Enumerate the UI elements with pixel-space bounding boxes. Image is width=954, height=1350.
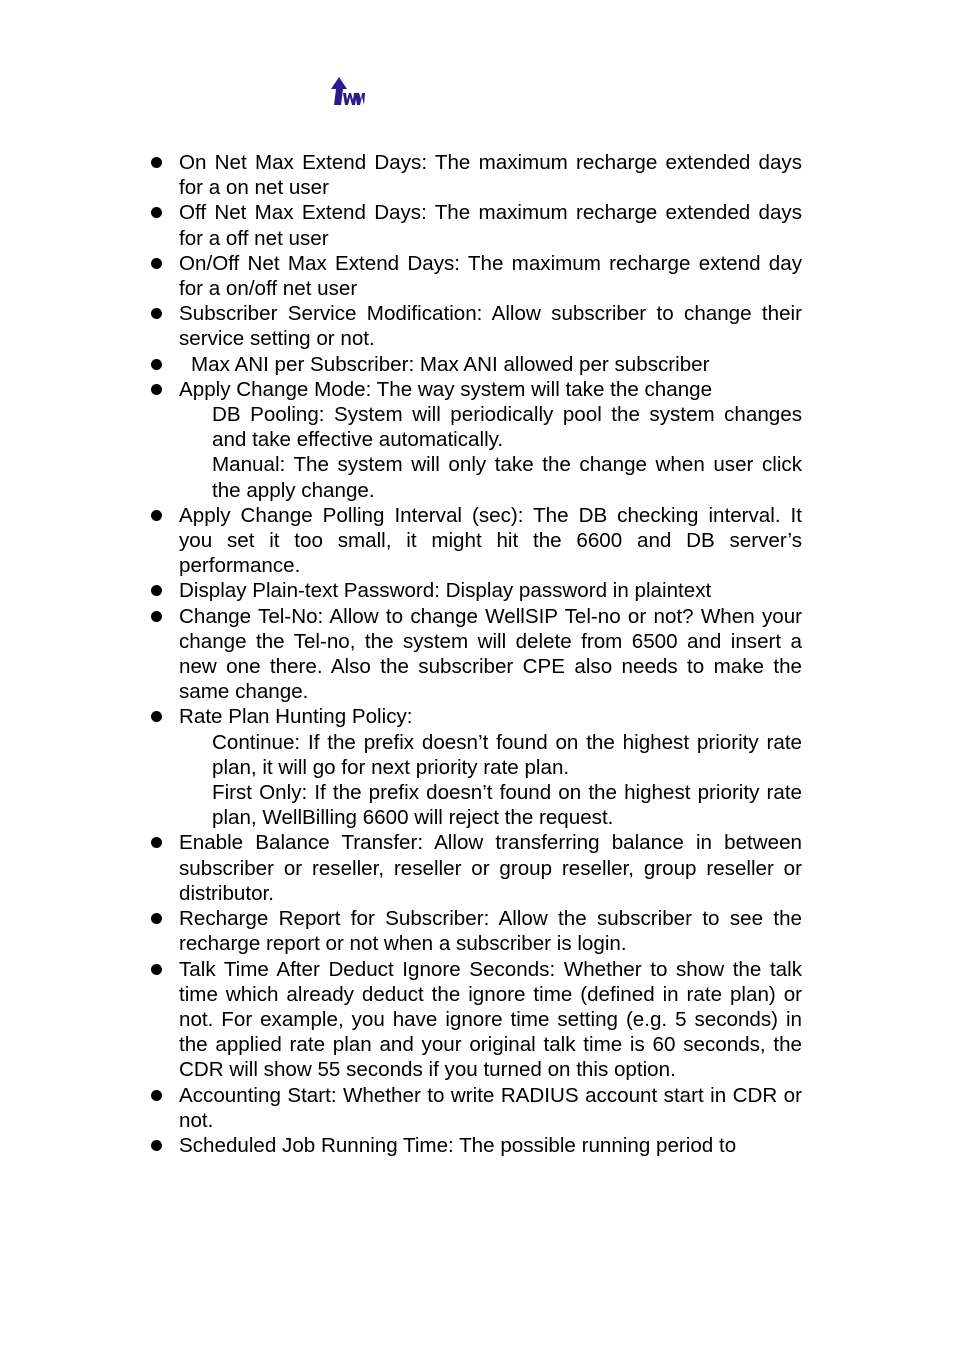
item-text: On Net Max Extend Days: The maximum recharge extended days for a on net user xyxy=(179,151,802,200)
bullet-icon xyxy=(151,1090,162,1101)
sub-item-text: Manual: The system will only take the change when user click the apply change. xyxy=(212,453,802,502)
bullet-icon xyxy=(151,711,162,722)
item-text: Max ANI per Subscriber: Max ANI allowed per subscriber xyxy=(191,352,710,376)
list-item xyxy=(148,906,802,956)
item-text: Talk Time After Deduct Ignore Seconds: Whether to show the talk time which already deduct the ignore time (defined in rate plan) or not. For example, you have ignore time setting (e.g. 5 seconds) in the applied rate plan and your original talk time is 60 seconds, the CDR will show 55 seconds if you turned on this option. xyxy=(179,957,802,1082)
item-text: Recharge Report for Subscriber: Allow the subscriber to see the recharge report or not when a subscriber is login. xyxy=(179,907,802,956)
bullet-icon xyxy=(151,1140,162,1151)
list-item xyxy=(148,377,802,402)
item-text: Rate Plan Hunting Policy: xyxy=(179,705,413,729)
list-item xyxy=(148,578,802,603)
list-item xyxy=(148,1083,802,1133)
list-item xyxy=(148,503,802,579)
list-item xyxy=(148,200,802,250)
bullet-icon xyxy=(151,157,162,168)
bullet-icon xyxy=(151,510,162,521)
bullet-icon xyxy=(151,585,162,596)
bullet-icon xyxy=(151,837,162,848)
item-text: Off Net Max Extend Days: The maximum recharge extended days for a off net user xyxy=(179,201,802,250)
list-item xyxy=(148,150,802,200)
bullet-icon xyxy=(151,207,162,218)
list-item xyxy=(148,251,802,301)
list-item xyxy=(148,1133,802,1158)
bullet-list xyxy=(148,150,802,1158)
item-text: On/Off Net Max Extend Days: The maximum recharge extend day for a on/off net user xyxy=(179,251,802,301)
sub-item-text: Continue: If the prefix doesn’t found on the highest priority rate plan, it will go for next priority rate plan. xyxy=(212,730,802,779)
item-text: Scheduled Job Running Time: The possible running period to xyxy=(179,1133,737,1157)
item-text: Display Plain-text Password: Display password in plaintext xyxy=(179,579,712,603)
item-text: Enable Balance Transfer: Allow transferring balance in between subscriber or reseller, reseller or group reseller, group reseller or distributor. xyxy=(179,831,802,905)
sub-item-text: First Only: If the prefix doesn’t found on the highest priority rate plan, WellBilling 6600 will reject the request. xyxy=(212,781,802,830)
list-item xyxy=(148,704,802,729)
bullet-icon xyxy=(151,611,162,622)
bullet-icon xyxy=(151,384,162,395)
item-text: Accounting Start: Whether to write RADIUS account start in CDR or not. xyxy=(179,1083,802,1132)
bullet-icon xyxy=(151,913,162,924)
item-text: Apply Change Polling Interval (sec): The DB checking interval. It you set it too small, it might hit the 6600 and DB server’s performance. xyxy=(179,503,802,578)
bullet-icon xyxy=(151,258,162,269)
list-item xyxy=(148,352,802,377)
item-text: Change Tel-No: Allow to change WellSIP Tel-no or not? When your change the Tel-no, the system will delete from 6500 and insert a new one there. Also the subscriber CPE also needs to make the same change. xyxy=(179,604,802,704)
sub-item-text: DB Pooling: System will periodically pool the system changes and take effective automatically. xyxy=(212,403,802,452)
list-item xyxy=(148,301,802,351)
list-item xyxy=(148,830,802,906)
item-text: Subscriber Service Modification: Allow subscriber to change their service setting or not. xyxy=(179,302,802,351)
bullet-icon xyxy=(151,359,162,370)
list-item xyxy=(148,957,802,1083)
bullet-icon xyxy=(151,964,162,975)
list-item xyxy=(148,604,802,705)
item-text: Apply Change Mode: The way system will take the change xyxy=(179,377,713,401)
company-logo xyxy=(331,77,367,107)
bullet-icon xyxy=(151,308,162,319)
